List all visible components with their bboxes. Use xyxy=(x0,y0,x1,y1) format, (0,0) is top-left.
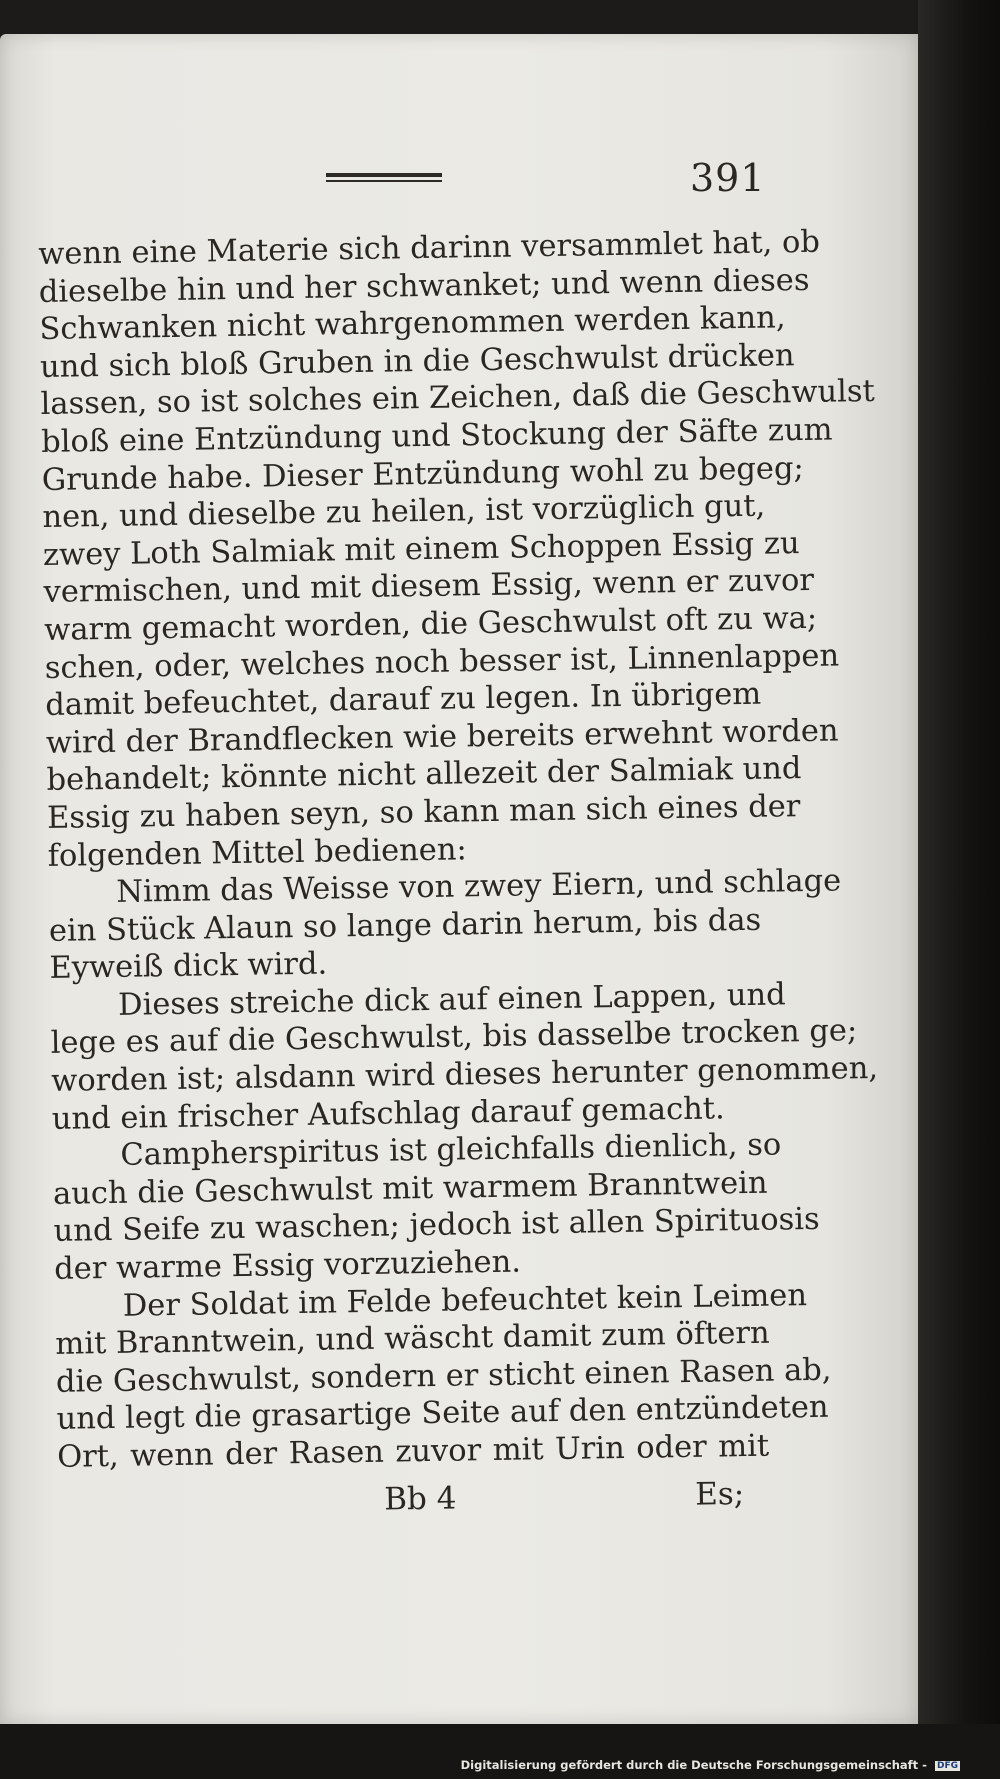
text-line: der warme Essig vorzuziehen. xyxy=(53,1244,522,1287)
text-line: Schwanken nicht wahrgenommen werden kann, xyxy=(39,300,786,348)
text-line: Essig zu haben seyn, so kann man sich eines der xyxy=(46,789,801,836)
text-line: Nimm das Weisse von zwey Eiern, und schlage xyxy=(116,863,842,910)
scan-background-right xyxy=(918,0,1000,1779)
text-line: damit befeuchtet, darauf zu legen. In übrigem xyxy=(45,676,762,724)
text-line: und sich bloß Gruben in die Geschwulst drücken xyxy=(39,337,795,385)
credit-text: Digitalisierung gefördert durch die Deutsche Forschungsgemeinschaft - xyxy=(460,1758,927,1772)
text-line: und ein frischer Aufschlag darauf gemacht. xyxy=(51,1090,725,1137)
text-line: dieselbe hin und her schwanket; und wenn dieses xyxy=(38,262,810,310)
text-line: worden ist; alsdann wird dieses herunter genommen, xyxy=(51,1050,879,1099)
text-line: lege es auf die Geschwulst, bis dasselbe trocken ge; xyxy=(50,1013,858,1062)
text-line: Ort, wenn der Rasen zuvor mit Urin oder mit xyxy=(56,1428,770,1475)
text-line: auch die Geschwulst mit warmem Branntwein xyxy=(52,1165,768,1212)
text-line: folgenden Mittel bedienen: xyxy=(47,831,468,874)
dfg-logo: DFG xyxy=(936,1760,958,1771)
text-line: lassen, so ist solches ein Zeichen, daß die Geschwulst xyxy=(40,374,876,423)
text-line: ein Stück Alaun so lange darin herum, bis das xyxy=(48,902,762,949)
text-line: schen, oder, welches noch besser ist, Linnenlappen xyxy=(44,638,840,686)
catchword: Es; xyxy=(694,1475,745,1513)
signature-mark: Bb 4 xyxy=(383,1480,457,1518)
text-line: zwey Loth Salmiak mit einem Schoppen Essig zu xyxy=(42,525,800,573)
text-line: Der Soldat im Felde befeuchtet kein Leimen xyxy=(122,1277,808,1324)
page-number: 391 xyxy=(690,156,766,200)
text-line: behandelt; könnte nicht allezeit der Salmiak und xyxy=(46,751,802,799)
text-line: Dieses streiche dick auf einen Lappen, und xyxy=(117,977,786,1023)
text-line: vermischen, und mit diesem Essig, wenn er zuvor xyxy=(43,563,815,611)
header-rule xyxy=(326,171,442,187)
text-line: warm gemacht worden, die Geschwulst oft zu wa; xyxy=(43,600,818,648)
text-line: Eyweiß dick wird. xyxy=(49,946,328,987)
text-line: mit Branntwein, und wäscht damit zum öftern xyxy=(55,1315,770,1363)
text-line: die Geschwulst, sondern er sticht einen Rasen ab, xyxy=(55,1352,832,1400)
digitization-credit xyxy=(461,1758,960,1772)
text-line: wenn eine Materie sich darinn versammlet hat, ob xyxy=(38,224,821,272)
text-line: bloß eine Entzündung und Stockung der Säfte zum xyxy=(40,412,833,460)
text-line: und Seife zu waschen; jedoch ist allen Spirituosis xyxy=(53,1202,820,1250)
body-text xyxy=(38,224,879,1477)
text-line: wird der Brandflecken wie bereits erwehnt worden xyxy=(45,713,839,761)
text-line: nen, und dieselbe zu heilen, ist vorzüglich gut, xyxy=(42,488,766,536)
text-line: Grunde habe. Dieser Entzündung wohl zu begeg; xyxy=(41,450,805,498)
text-line: Campherspiritus ist gleichfalls dienlich, so xyxy=(120,1127,782,1174)
text-line: und legt die grasartige Seite auf den entzündeten xyxy=(56,1390,829,1438)
